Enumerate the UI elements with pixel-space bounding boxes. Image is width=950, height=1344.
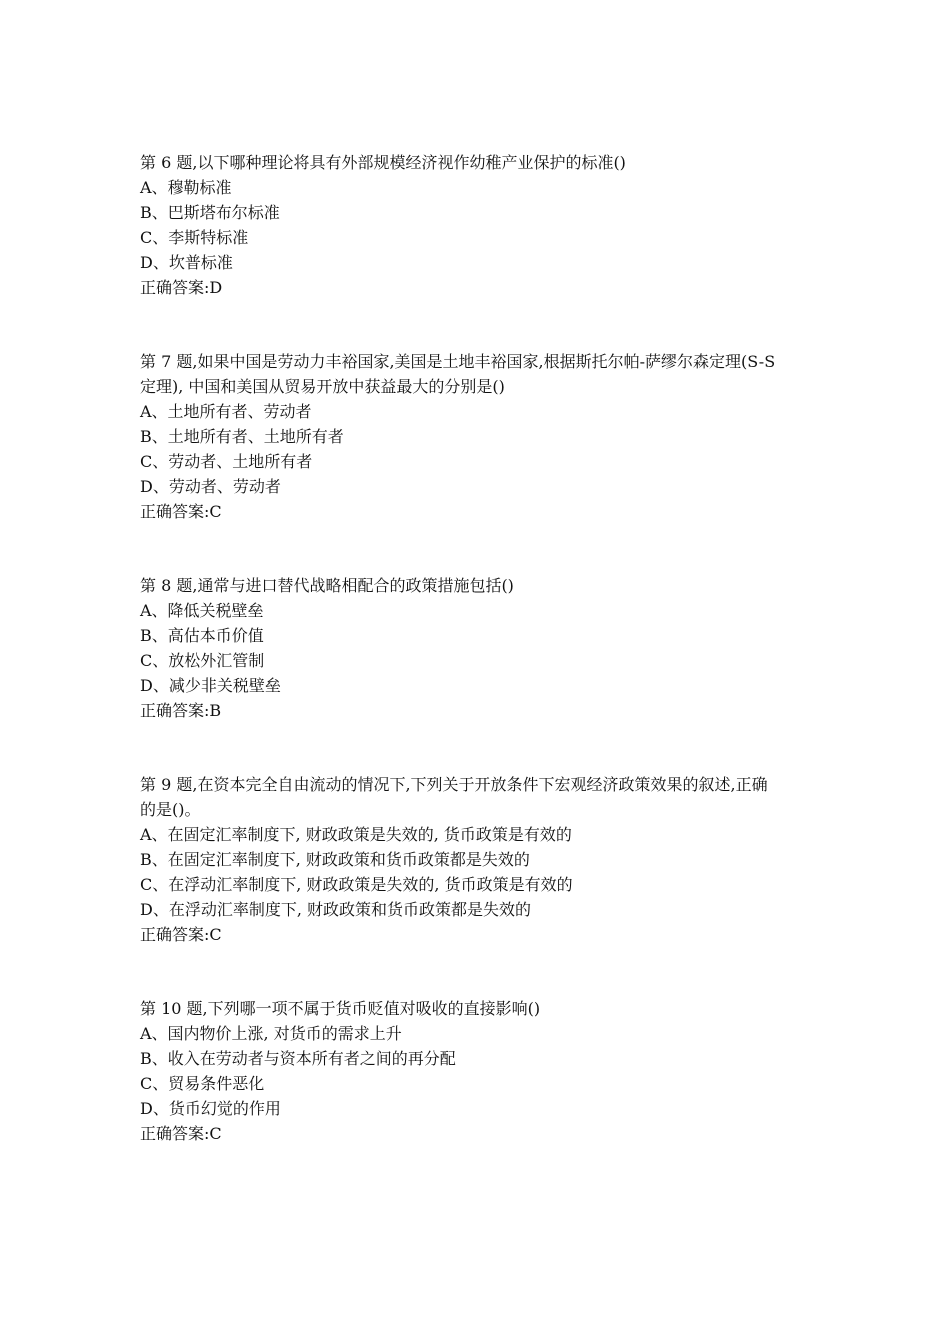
option-b: B、巴斯塔布尔标准	[140, 203, 280, 222]
question-stem: 第 8 题,通常与进口替代战略相配合的政策措施包括()	[140, 576, 514, 595]
option-d: D、减少非关税壁垒	[140, 676, 281, 695]
question-stem: 第 6 题,以下哪种理论将具有外部规模经济视作幼稚产业保护的标准()	[140, 153, 626, 172]
option-b: B、在固定汇率制度下, 财政政策和货币政策都是失效的	[140, 850, 530, 869]
option-d: D、劳动者、劳动者	[140, 477, 281, 496]
correct-answer: 正确答案:D	[140, 278, 223, 297]
option-b: B、高估本币价值	[140, 626, 264, 645]
option-a: A、土地所有者、劳动者	[140, 402, 312, 421]
question-10	[140, 996, 820, 1146]
correct-answer: 正确答案:B	[140, 701, 222, 720]
question-stem-continued: 定理), 中国和美国从贸易开放中获益最大的分别是()	[140, 377, 505, 396]
question-stem-continued: 的是()。	[140, 800, 201, 819]
option-a: A、国内物价上涨, 对货币的需求上升	[140, 1024, 402, 1043]
option-c: C、贸易条件恶化	[140, 1074, 265, 1093]
correct-answer: 正确答案:C	[140, 925, 222, 944]
option-d: D、货币幻觉的作用	[140, 1099, 281, 1118]
question-stem: 第 7 题,如果中国是劳动力丰裕国家,美国是土地丰裕国家,根据斯托尔帕-萨缪尔森定理(S-S	[140, 352, 776, 371]
option-c: C、在浮动汇率制度下, 财政政策是失效的, 货币政策是有效的	[140, 875, 573, 894]
question-stem: 第 10 题,下列哪一项不属于货币贬值对吸收的直接影响()	[140, 999, 541, 1018]
option-a: A、穆勒标准	[140, 178, 232, 197]
question-7	[140, 349, 820, 524]
option-a: A、在固定汇率制度下, 财政政策是失效的, 货币政策是有效的	[140, 825, 572, 844]
option-a: A、降低关税壁垒	[140, 601, 264, 620]
question-stem: 第 9 题,在资本完全自由流动的情况下,下列关于开放条件下宏观经济政策效果的叙述,正确	[140, 775, 768, 794]
option-b: B、土地所有者、土地所有者	[140, 427, 344, 446]
option-c: C、李斯特标准	[140, 228, 249, 247]
question-9	[140, 772, 820, 947]
question-8	[140, 573, 820, 723]
correct-answer: 正确答案:C	[140, 502, 222, 521]
correct-answer: 正确答案:C	[140, 1124, 222, 1143]
option-d: D、在浮动汇率制度下, 财政政策和货币政策都是失效的	[140, 900, 532, 919]
question-6	[140, 150, 820, 300]
option-d: D、坎普标准	[140, 253, 233, 272]
option-c: C、劳动者、土地所有者	[140, 452, 313, 471]
option-b: B、收入在劳动者与资本所有者之间的再分配	[140, 1049, 456, 1068]
option-c: C、放松外汇管制	[140, 651, 265, 670]
